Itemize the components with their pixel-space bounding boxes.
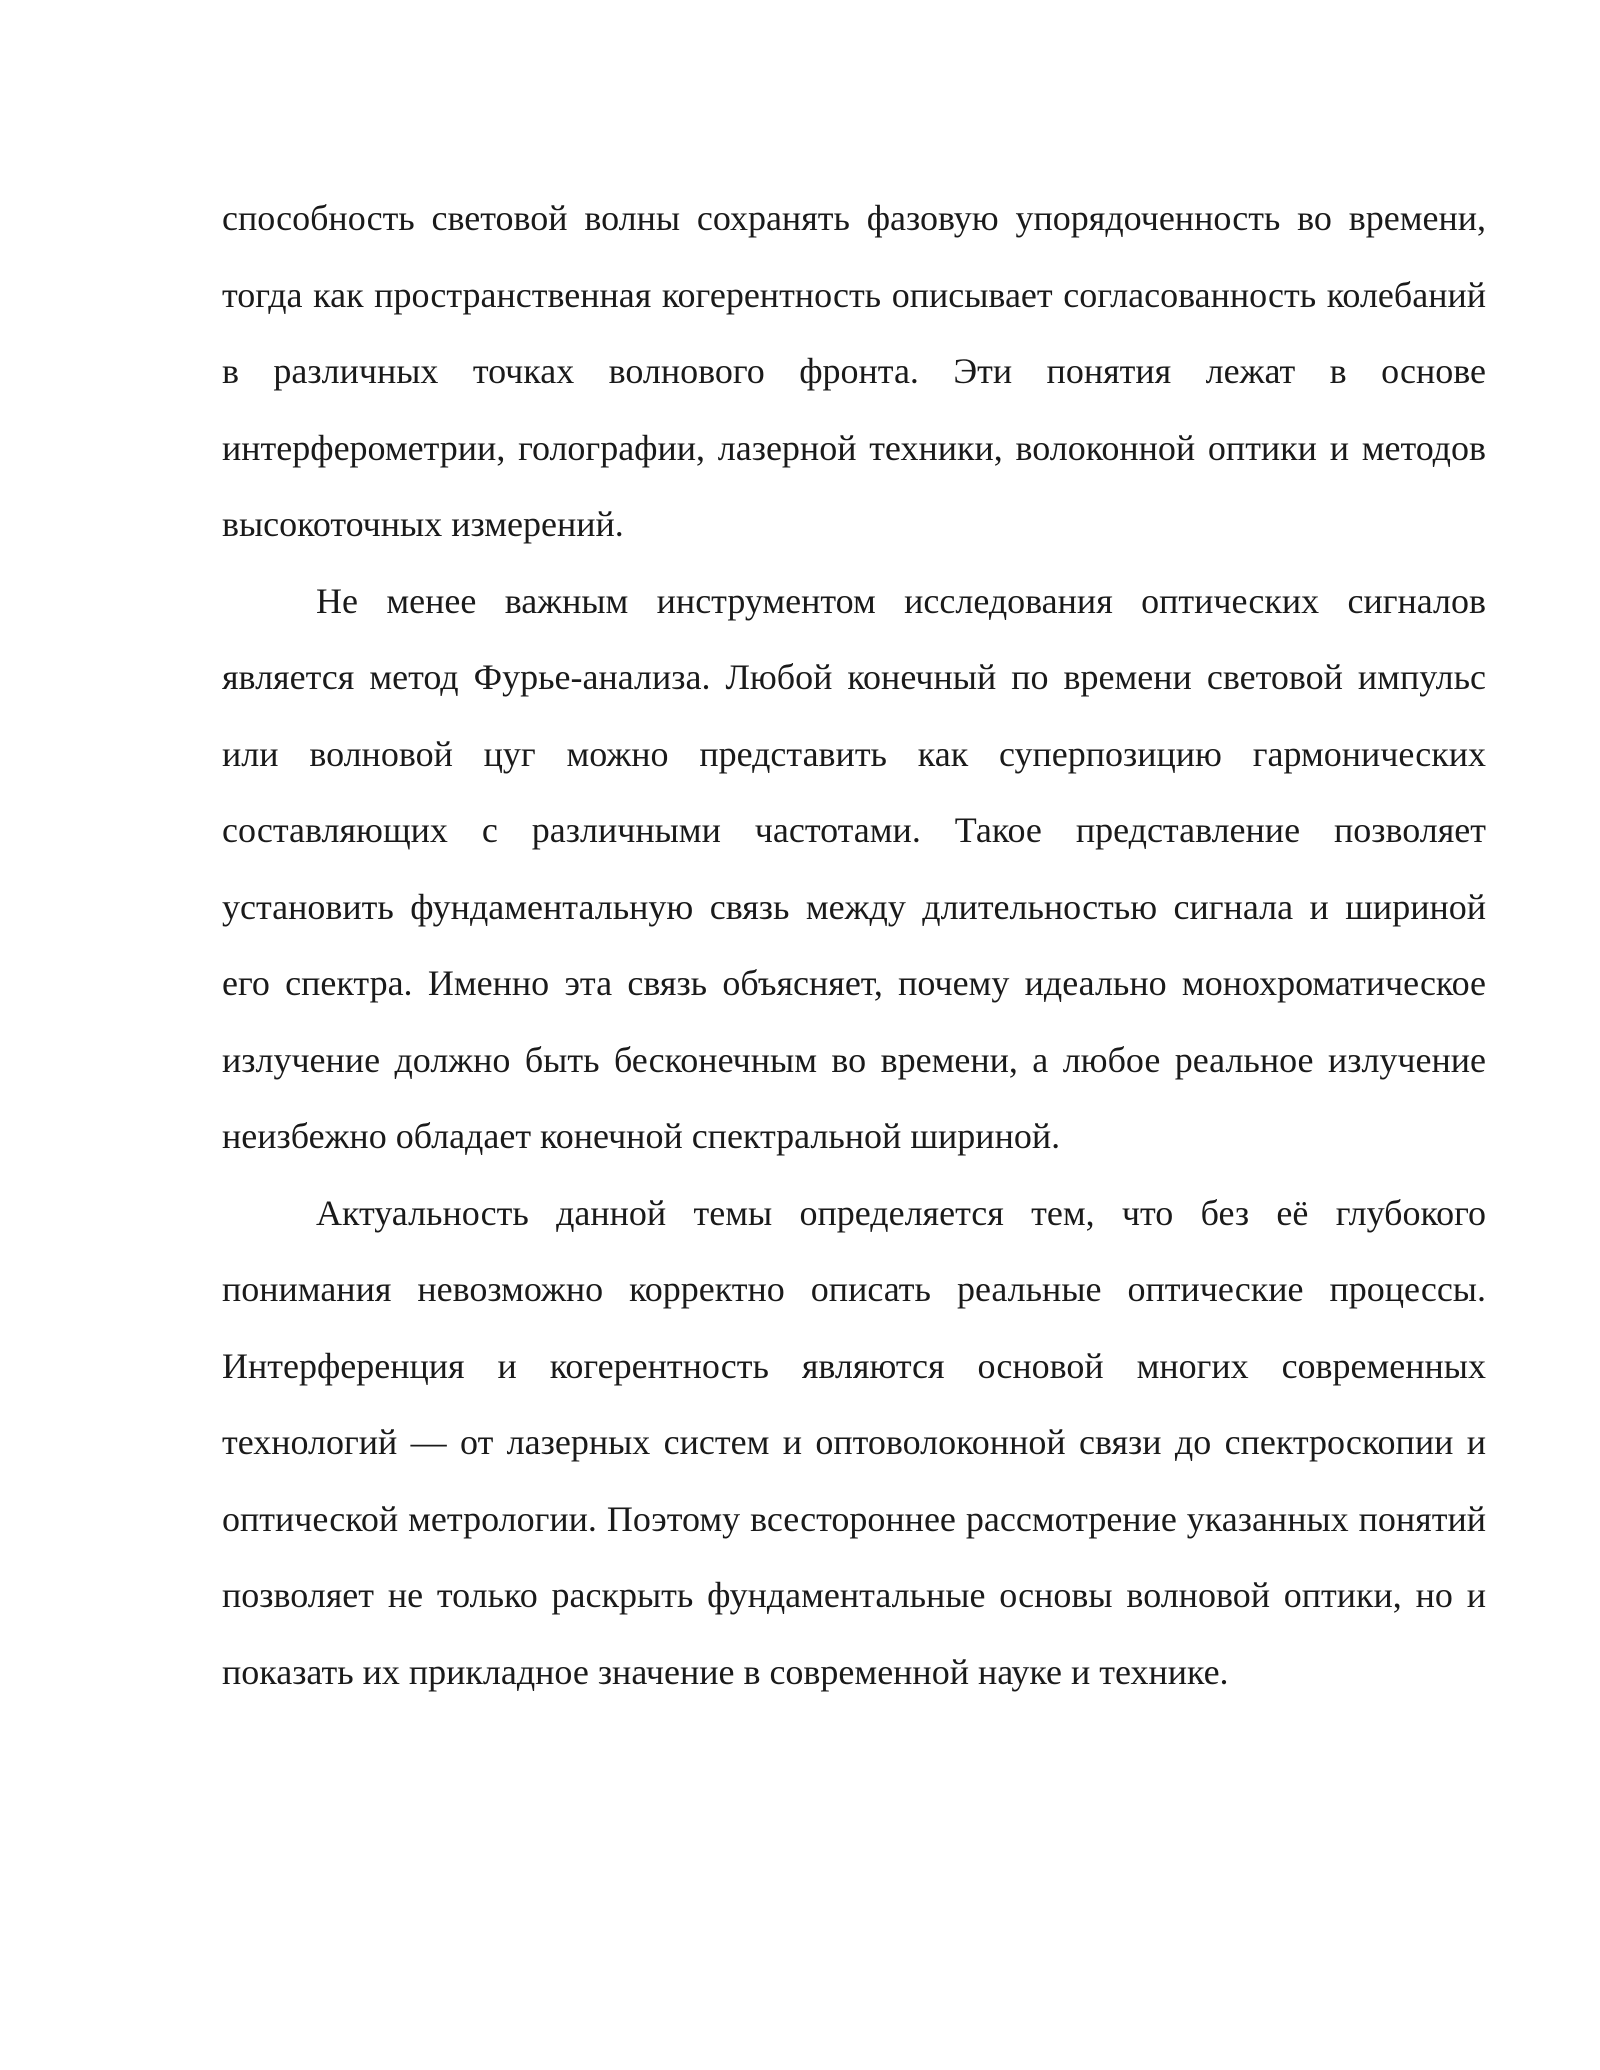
paragraph-relevance: Актуальность данной темы определяется тем, что без её глубокого понимания невозможно корректно описать реальные оптические процессы. Интерференция и когерентность являются основой многих современных технологий — от лазерных систем и оптоволоконной связи до спектроскопии и оптической метрологии. Поэтому всестороннее рассмотрение указанных понятий позволяет не только раскрыть фундаментальные основы волновой оптики, но и показать их прикладное значение в современной науке и технике. <box>222 1192 1486 1692</box>
paragraph-continuation: способность световой волны сохранять фазовую упорядоченность во времени, тогда как пространственная когерентность описывает согласованность колебаний в различных точках волнового фронта. Эти понятия лежат в основе интерферометрии, голографии, лазерной техники, волоконной оптики и методов высокоточных измерений. <box>222 198 1486 544</box>
paragraph-fourier-analysis: Не менее важным инструментом исследования оптических сигналов является метод Фурье-анализа. Любой конечный по времени световой импульс или волновой цуг можно представить как суперпозицию гармонических составляющих с различными частотами. Такое представление позволяет установить фундаментальную связь между длительностью сигнала и шириной его спектра. Именно эта связь объясняет, почему идеально монохроматическое излучение должно быть бесконечным во времени, а любое реальное излучение неизбежно обладает конечной спектральной шириной. <box>222 580 1486 1156</box>
text-body <box>222 180 1486 1710</box>
